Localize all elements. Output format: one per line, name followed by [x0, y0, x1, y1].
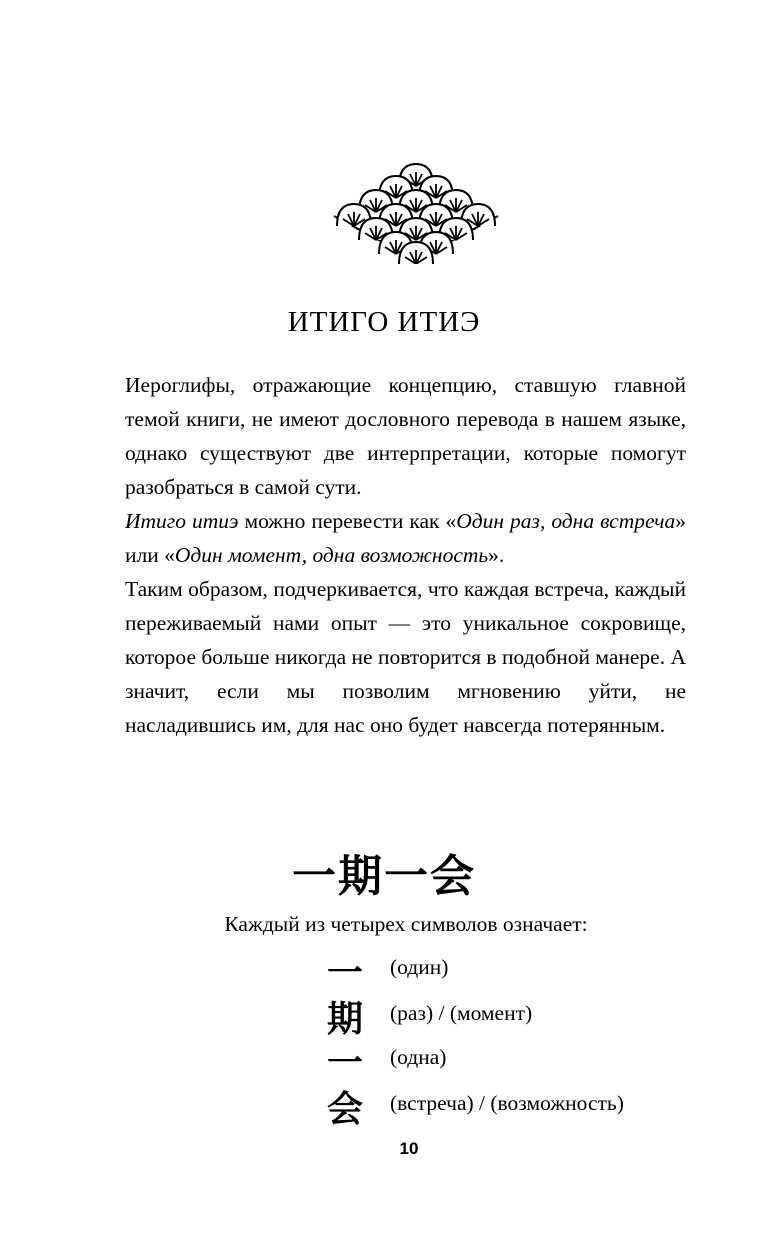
pine-fan-ornament-icon	[330, 160, 502, 264]
paragraph-intro: Иероглифы, отражающие концепцию, ставшую главной темой книги, не имеют дословного перевода в нашем языке, однако существуют две интерпретации, которые помогут разобраться в самой сути.	[125, 373, 686, 499]
symbol-char: 一	[326, 1043, 363, 1084]
symbol-char: 期	[326, 999, 363, 1040]
paragraph-meaning: Таким образом, подчеркивается, что каждая встреча, каждый переживаемый нами опыт — это уникальное сокровище, которое больше никогда не повторится в подобной манере. А значит, если мы позволим мгновению уйти, не насладившись им, для нас оно будет навсегда потерянным.	[125, 577, 686, 737]
kanji-heading: 一期一会	[292, 851, 476, 902]
symbol-char: 会	[326, 1089, 363, 1130]
translation-text-b: » или «	[125, 509, 686, 567]
symbol-meaning: (раз) / (момент)	[390, 1001, 533, 1025]
translation-quote-a: Один раз, одна встреча	[456, 509, 676, 533]
page-number: 10	[399, 1139, 419, 1158]
translation-text-a: можно перевести как «	[238, 509, 457, 533]
symbol-meaning: (один)	[390, 955, 449, 979]
translation-quote-b: Один момент, одна возможность	[174, 543, 489, 567]
translation-text-c: ».	[488, 543, 505, 567]
symbol-meaning: (встреча) / (возможность)	[390, 1091, 624, 1115]
chapter-title: ИТИГО ИТИЭ	[287, 306, 481, 338]
symbols-intro: Каждый из четырех символов означает:	[224, 912, 588, 936]
paragraph-translation	[125, 504, 686, 572]
symbol-char: 一	[326, 953, 363, 994]
term-italic: Итиго итиэ	[125, 509, 239, 533]
symbol-meaning: (одна)	[390, 1045, 447, 1069]
body-text	[125, 368, 686, 742]
